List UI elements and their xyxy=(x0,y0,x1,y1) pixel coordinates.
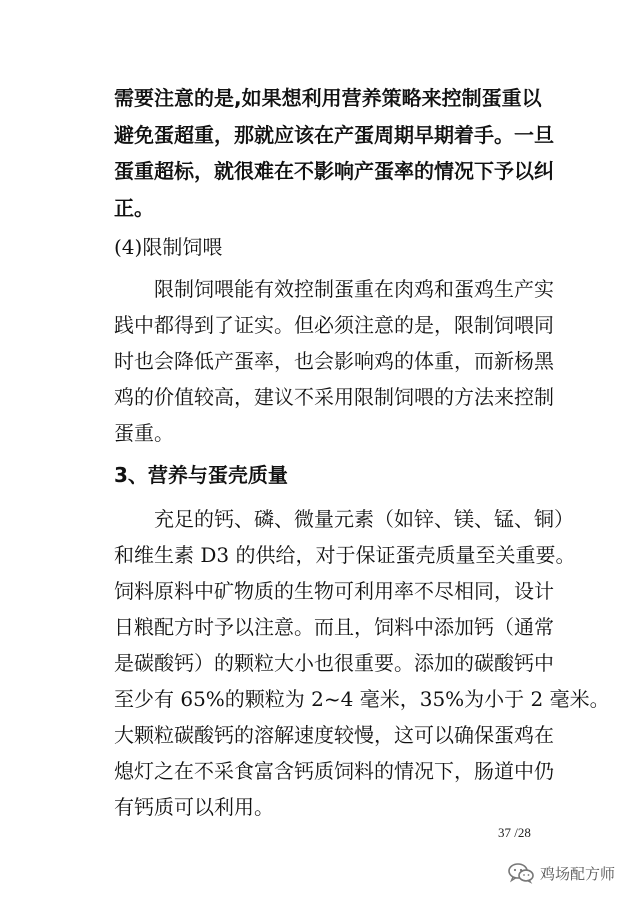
restrict-paragraph-line-1: 限制饲喂能有效控制蛋重在肉鸡和蛋鸡生产实 xyxy=(154,277,554,301)
shell-paragraph-line-4: 日粮配方时予以注意。而且，饲料中添加钙（通常 xyxy=(114,615,554,639)
shell-paragraph-line-2: 和维生素 D3 的供给，对于保证蛋壳质量至关重要。 xyxy=(114,543,576,567)
bold-paragraph-line-3: 蛋重超标，就很难在不影响产蛋率的情况下予以纠 xyxy=(114,159,554,183)
restrict-paragraph-line-2: 践中都得到了证实。但必须注意的是，限制饲喂同 xyxy=(114,313,554,337)
bold-paragraph-line-4: 正。 xyxy=(114,196,154,220)
wechat-watermark xyxy=(508,860,615,886)
shell-paragraph-line-8: 熄灯之在不采食富含钙质饲料的情况下，肠道中仍 xyxy=(114,759,554,783)
page-number: 37 /28 xyxy=(498,825,531,840)
section-heading-restrict-feeding: (4)限制饲喂 xyxy=(114,235,223,259)
bold-paragraph-line-2: 避免蛋超重，那就应该在产蛋周期早期着手。一旦 xyxy=(114,123,554,147)
wechat-icon xyxy=(508,863,534,883)
shell-paragraph-line-1: 充足的钙、磷、微量元素（如锌、镁、锰、铜） xyxy=(154,507,574,531)
restrict-paragraph-line-5: 蛋重。 xyxy=(114,421,174,445)
shell-paragraph-line-5: 是碳酸钙）的颗粒大小也很重要。添加的碳酸钙中 xyxy=(114,651,554,675)
section-heading-eggshell-quality: 3、营养与蛋壳质量 xyxy=(114,463,288,487)
bold-paragraph-line-1: 需要注意的是,如果想利用营养策略来控制蛋重以 xyxy=(114,86,542,110)
shell-paragraph-line-7: 大颗粒碳酸钙的溶解速度较慢，这可以确保蛋鸡在 xyxy=(114,723,554,747)
restrict-paragraph-line-3: 时也会降低产蛋率，也会影响鸡的体重，而新杨黑 xyxy=(114,349,554,373)
restrict-paragraph-line-4: 鸡的价值较高，建议不采用限制饲喂的方法来控制 xyxy=(114,385,554,409)
shell-paragraph-line-6: 至少有 65%的颗粒为 2~4 毫米，35%为小于 2 毫米。 xyxy=(114,687,610,711)
watermark-text: 鸡场配方师 xyxy=(540,864,616,883)
shell-paragraph-line-9: 有钙质可以利用。 xyxy=(114,795,274,819)
shell-paragraph-line-3: 饲料原料中矿物质的生物可利用率不尽相同，设计 xyxy=(114,579,554,603)
